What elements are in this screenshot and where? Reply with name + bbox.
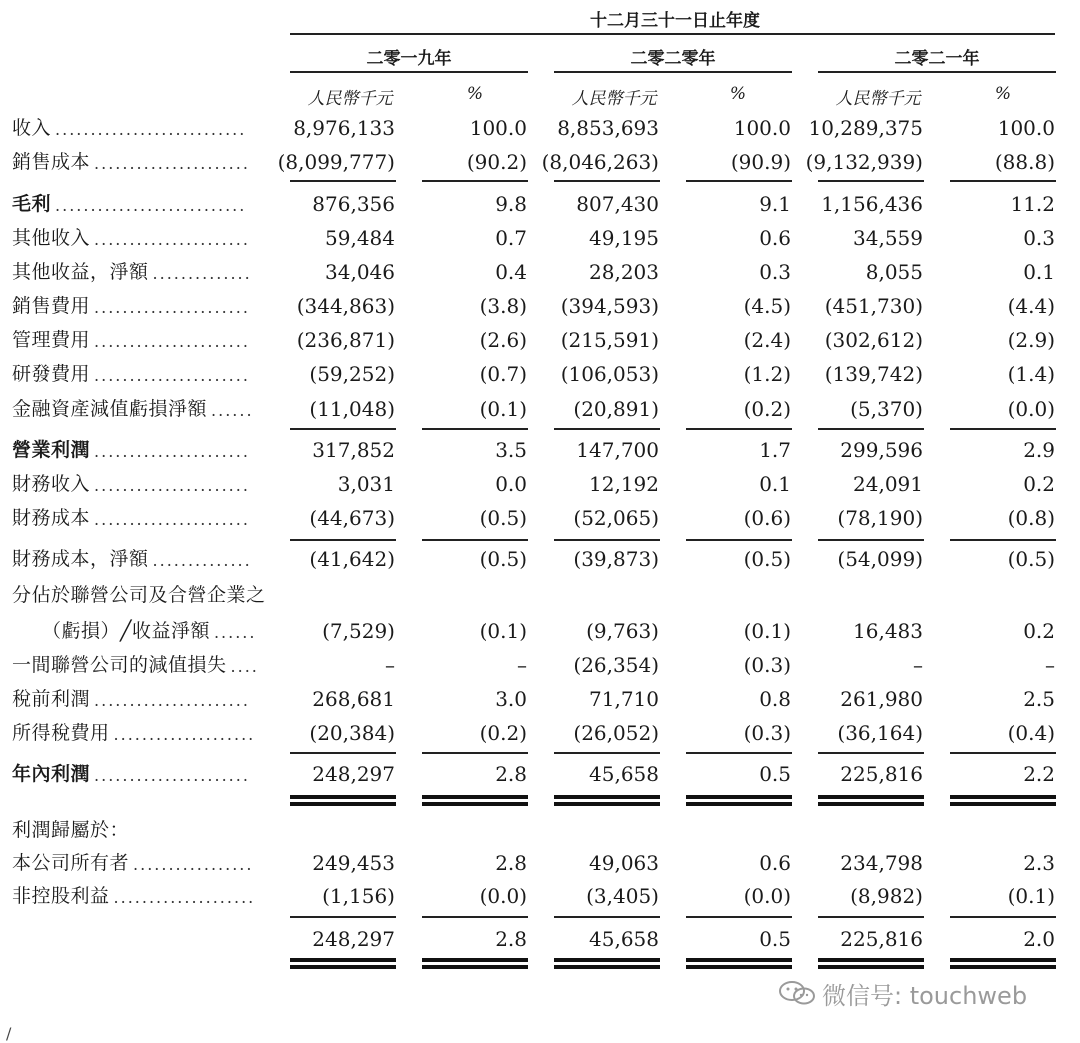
amount-cell: (44,673) — [309, 506, 395, 530]
percent-cell: (4.4) — [1007, 294, 1055, 318]
amount-cell: (59,252) — [309, 362, 395, 386]
amount-cell: (139,742) — [824, 362, 923, 386]
double-underline — [554, 965, 660, 969]
amount-cell: 71,710 — [589, 687, 659, 711]
year-2019-heading: 二零一九年 — [366, 49, 452, 69]
row-label: 金融資產減值虧損淨額 — [12, 398, 208, 420]
percent-cell: 2.9 — [1023, 438, 1055, 462]
unit-label-2019: 人民幣千元 — [307, 89, 393, 109]
percent-cell: 3.0 — [495, 687, 527, 711]
row-label: 所得稅費用 — [12, 722, 110, 744]
amount-cell: 248,297 — [312, 927, 395, 951]
row-label: 毛利 — [12, 193, 52, 215]
amount-cell: 45,658 — [589, 927, 659, 951]
amount-cell: 268,681 — [312, 687, 395, 711]
dot-leader: ........................... — [55, 120, 247, 139]
subtotal-rule — [422, 428, 528, 430]
amount-cell: 876,356 — [312, 192, 395, 216]
amount-cell: 28,203 — [589, 260, 659, 284]
unit-label-2020: 人民幣千元 — [571, 89, 657, 109]
subtotal-rule — [290, 180, 396, 182]
amount-cell: (7,529) — [322, 619, 395, 643]
row-label: 營業利潤 — [12, 439, 91, 461]
subtotal-rule — [686, 428, 792, 430]
dot-leader: ...... — [211, 401, 254, 420]
percent-cell: (0.8) — [1007, 506, 1055, 530]
percent-cell: (0.2) — [479, 721, 527, 745]
percent-cell: (0.0) — [479, 884, 527, 908]
pct-label-2021: % — [994, 84, 1012, 104]
percent-cell: (0.1) — [479, 397, 527, 421]
dot-leader: ...................... — [94, 332, 250, 351]
subtotal-rule — [818, 539, 924, 541]
unit-label-2021: 人民幣千元 — [835, 89, 921, 109]
subtotal-rule — [554, 916, 660, 918]
amount-cell: – — [385, 653, 395, 677]
double-underline — [686, 958, 792, 962]
amount-cell: (20,384) — [309, 721, 395, 745]
double-underline — [290, 795, 396, 799]
row-label: 研發費用 — [12, 363, 91, 385]
amount-cell: 1,156,436 — [821, 192, 923, 216]
row-label: 財務成本 — [12, 507, 91, 529]
double-underline — [290, 958, 396, 962]
amount-cell: (41,642) — [309, 547, 395, 571]
percent-cell: 0.3 — [1023, 226, 1055, 250]
row-label: 銷售成本 — [12, 151, 91, 173]
subtotal-rule — [422, 180, 528, 182]
amount-cell: 807,430 — [576, 192, 659, 216]
percent-cell: 0.5 — [759, 927, 791, 951]
row-label: 分佔於聯營公司及合營企業之 — [12, 584, 266, 606]
period-heading: 十二月三十一日止年度 — [590, 11, 760, 31]
amount-cell: 225,816 — [840, 927, 923, 951]
subtotal-rule — [554, 539, 660, 541]
percent-cell: (0.1) — [479, 619, 527, 643]
amount-cell: (3,405) — [586, 884, 659, 908]
amount-cell: 10,289,375 — [808, 116, 923, 140]
subtotal-rule — [686, 180, 792, 182]
percent-cell: (0.5) — [1007, 547, 1055, 571]
double-underline — [422, 965, 528, 969]
amount-cell: 49,195 — [589, 226, 659, 250]
subtotal-rule — [686, 752, 792, 754]
percent-cell: (4.5) — [743, 294, 791, 318]
amount-cell: (302,612) — [824, 328, 923, 352]
subtotal-rule — [818, 428, 924, 430]
amount-cell: (8,982) — [850, 884, 923, 908]
year-2021-heading: 二零二一年 — [894, 49, 980, 69]
amount-cell: 8,853,693 — [557, 116, 659, 140]
double-underline — [950, 802, 1056, 806]
amount-cell: 299,596 — [840, 438, 923, 462]
double-underline — [950, 965, 1056, 969]
percent-cell: (90.2) — [466, 150, 527, 174]
amount-cell: (451,730) — [824, 294, 923, 318]
subtotal-rule — [950, 916, 1056, 918]
amount-cell: 49,063 — [589, 851, 659, 875]
dot-leader: ...................... — [94, 476, 250, 495]
percent-cell: (0.1) — [1007, 884, 1055, 908]
subtotal-rule — [554, 428, 660, 430]
dot-leader: ................. — [133, 855, 254, 874]
dot-leader: ...................... — [94, 691, 250, 710]
percent-cell: 0.6 — [759, 851, 791, 875]
amount-cell: (5,370) — [850, 397, 923, 421]
amount-cell: (36,164) — [837, 721, 923, 745]
double-underline — [422, 795, 528, 799]
percent-cell: (0.4) — [1007, 721, 1055, 745]
percent-cell: (0.0) — [1007, 397, 1055, 421]
double-underline — [686, 795, 792, 799]
double-underline — [422, 958, 528, 962]
dot-leader: ...................... — [94, 154, 250, 173]
percent-cell: (0.5) — [479, 506, 527, 530]
percent-cell: 0.2 — [1023, 619, 1055, 643]
dot-leader: ...................... — [94, 510, 250, 529]
double-underline — [818, 802, 924, 806]
amount-cell: (215,591) — [560, 328, 659, 352]
dot-leader: .... — [230, 657, 259, 676]
dot-leader: .................... — [113, 888, 256, 907]
dot-leader: ...................... — [94, 298, 250, 317]
percent-cell: 0.6 — [759, 226, 791, 250]
subtotal-rule — [950, 180, 1056, 182]
amount-cell: 34,559 — [853, 226, 923, 250]
percent-cell: 0.3 — [759, 260, 791, 284]
percent-cell: (2.6) — [479, 328, 527, 352]
row-label: 管理費用 — [12, 329, 91, 351]
amount-cell: 8,976,133 — [293, 116, 395, 140]
percent-cell: (0.3) — [743, 721, 791, 745]
percent-cell: 0.1 — [1023, 260, 1055, 284]
subtotal-rule — [290, 916, 396, 918]
double-underline — [422, 802, 528, 806]
percent-cell: – — [1045, 653, 1055, 677]
percent-cell: 9.1 — [759, 192, 791, 216]
subtotal-rule — [422, 916, 528, 918]
dot-leader: ...... — [213, 623, 257, 642]
subtotal-rule — [422, 539, 528, 541]
dot-leader: .............. — [152, 264, 252, 283]
double-underline — [554, 958, 660, 962]
row-label: 非控股利益 — [12, 885, 110, 907]
row-label: 稅前利潤 — [12, 688, 91, 710]
amount-cell: 45,658 — [589, 762, 659, 786]
percent-cell: 2.3 — [1023, 851, 1055, 875]
subtotal-rule — [290, 539, 396, 541]
amount-cell: 8,055 — [865, 260, 923, 284]
dot-leader: ........................... — [55, 196, 247, 215]
percent-cell: (0.3) — [743, 653, 791, 677]
row-label: 一間聯營公司的減值損失 — [12, 654, 227, 676]
double-underline — [818, 958, 924, 962]
amount-cell: (8,099,777) — [277, 150, 395, 174]
percent-cell: 0.8 — [759, 687, 791, 711]
percent-cell: 0.5 — [759, 762, 791, 786]
amount-cell: (39,873) — [573, 547, 659, 571]
amount-cell: (236,871) — [296, 328, 395, 352]
subtotal-rule — [686, 539, 792, 541]
dot-leader: ...................... — [94, 230, 250, 249]
amount-cell: 225,816 — [840, 762, 923, 786]
amount-cell: (344,863) — [296, 294, 395, 318]
double-underline — [290, 965, 396, 969]
amount-cell: (78,190) — [837, 506, 923, 530]
row-label: （虧損）╱收益淨額 — [42, 620, 210, 642]
percent-cell: – — [517, 653, 527, 677]
amount-cell: (11,048) — [309, 397, 395, 421]
subtotal-rule — [554, 180, 660, 182]
percent-cell: (0.5) — [743, 547, 791, 571]
dot-leader: .............. — [152, 551, 252, 570]
watermark-text: 微信号: touchweb — [822, 982, 1028, 1010]
percent-cell: (90.9) — [730, 150, 791, 174]
percent-cell: (1.2) — [743, 362, 791, 386]
percent-cell: 0.4 — [495, 260, 527, 284]
amount-cell: 24,091 — [853, 472, 923, 496]
dot-leader: .................... — [113, 725, 256, 744]
percent-cell: (0.1) — [743, 619, 791, 643]
percent-cell: (2.4) — [743, 328, 791, 352]
subtotal-rule — [818, 752, 924, 754]
subtotal-rule — [818, 180, 924, 182]
subtotal-rule — [554, 752, 660, 754]
amount-cell: (9,763) — [586, 619, 659, 643]
amount-cell: (54,099) — [837, 547, 923, 571]
double-underline — [290, 802, 396, 806]
amount-cell: 59,484 — [325, 226, 395, 250]
amount-cell: (26,354) — [573, 653, 659, 677]
double-underline — [686, 802, 792, 806]
row-label: 銷售費用 — [12, 295, 91, 317]
percent-cell: (2.9) — [1007, 328, 1055, 352]
row-label: 年內利潤 — [12, 763, 91, 785]
amount-cell: – — [913, 653, 923, 677]
double-underline — [818, 795, 924, 799]
year-2020-heading: 二零二零年 — [630, 49, 716, 69]
amount-cell: 34,046 — [325, 260, 395, 284]
pct-label-2019: % — [466, 84, 484, 104]
percent-cell: 2.0 — [1023, 927, 1055, 951]
percent-cell: (0.0) — [743, 884, 791, 908]
corner-mark: / — [6, 1024, 12, 1043]
amount-cell: (1,156) — [322, 884, 395, 908]
double-underline — [818, 965, 924, 969]
dot-leader: ...................... — [94, 766, 250, 785]
year-2019-rule — [290, 71, 528, 73]
amount-cell: 261,980 — [840, 687, 923, 711]
subtotal-rule — [950, 428, 1056, 430]
double-underline — [554, 795, 660, 799]
percent-cell: 0.2 — [1023, 472, 1055, 496]
subtotal-rule — [686, 916, 792, 918]
row-label: 財務成本，淨額 — [12, 548, 149, 570]
amount-cell: (52,065) — [573, 506, 659, 530]
percent-cell: 0.1 — [759, 472, 791, 496]
percent-cell: (0.5) — [479, 547, 527, 571]
amount-cell: 147,700 — [576, 438, 659, 462]
subtotal-rule — [290, 752, 396, 754]
amount-cell: (9,132,939) — [805, 150, 923, 174]
percent-cell: 0.0 — [495, 472, 527, 496]
percent-cell: 2.5 — [1023, 687, 1055, 711]
percent-cell: 9.8 — [495, 192, 527, 216]
percent-cell: 2.8 — [495, 762, 527, 786]
double-underline — [554, 802, 660, 806]
amount-cell: 16,483 — [853, 619, 923, 643]
row-label: 財務收入 — [12, 473, 91, 495]
amount-cell: 3,031 — [337, 472, 395, 496]
subtotal-rule — [818, 916, 924, 918]
amount-cell: (20,891) — [573, 397, 659, 421]
row-label: 利潤歸屬於： — [12, 819, 130, 841]
year-2021-rule — [818, 71, 1056, 73]
percent-cell: (0.6) — [743, 506, 791, 530]
amount-cell: 12,192 — [589, 472, 659, 496]
subtotal-rule — [950, 539, 1056, 541]
percent-cell: (88.8) — [994, 150, 1055, 174]
percent-cell: 1.7 — [759, 438, 791, 462]
percent-cell: 11.2 — [1010, 192, 1055, 216]
percent-cell: 3.5 — [495, 438, 527, 462]
double-underline — [686, 965, 792, 969]
amount-cell: 249,453 — [312, 851, 395, 875]
percent-cell: 100.0 — [469, 116, 527, 140]
amount-cell: 317,852 — [312, 438, 395, 462]
double-underline — [950, 958, 1056, 962]
percent-cell: 2.8 — [495, 927, 527, 951]
period-rule — [290, 33, 1055, 35]
subtotal-rule — [290, 428, 396, 430]
subtotal-rule — [950, 752, 1056, 754]
amount-cell: (8,046,263) — [541, 150, 659, 174]
percent-cell: (0.2) — [743, 397, 791, 421]
amount-cell: (26,052) — [573, 721, 659, 745]
amount-cell: (394,593) — [560, 294, 659, 318]
subtotal-rule — [422, 752, 528, 754]
row-label: 本公司所有者 — [12, 852, 130, 874]
percent-cell: 2.2 — [1023, 762, 1055, 786]
row-label: 其他收入 — [12, 227, 91, 249]
dot-leader: ...................... — [94, 442, 250, 461]
percent-cell: (1.4) — [1007, 362, 1055, 386]
double-underline — [950, 795, 1056, 799]
amount-cell: (106,053) — [560, 362, 659, 386]
pct-label-2020: % — [729, 84, 747, 104]
amount-cell: 234,798 — [840, 851, 923, 875]
row-label: 收入 — [12, 117, 52, 139]
percent-cell: 2.8 — [495, 851, 527, 875]
amount-cell: 248,297 — [312, 762, 395, 786]
percent-cell: (0.7) — [479, 362, 527, 386]
dot-leader: ...................... — [94, 366, 250, 385]
year-2020-rule — [554, 71, 792, 73]
percent-cell: 100.0 — [997, 116, 1055, 140]
row-label: 其他收益，淨額 — [12, 261, 149, 283]
percent-cell: 0.7 — [495, 226, 527, 250]
wechat-icon — [778, 980, 818, 1006]
percent-cell: 100.0 — [733, 116, 791, 140]
percent-cell: (3.8) — [479, 294, 527, 318]
